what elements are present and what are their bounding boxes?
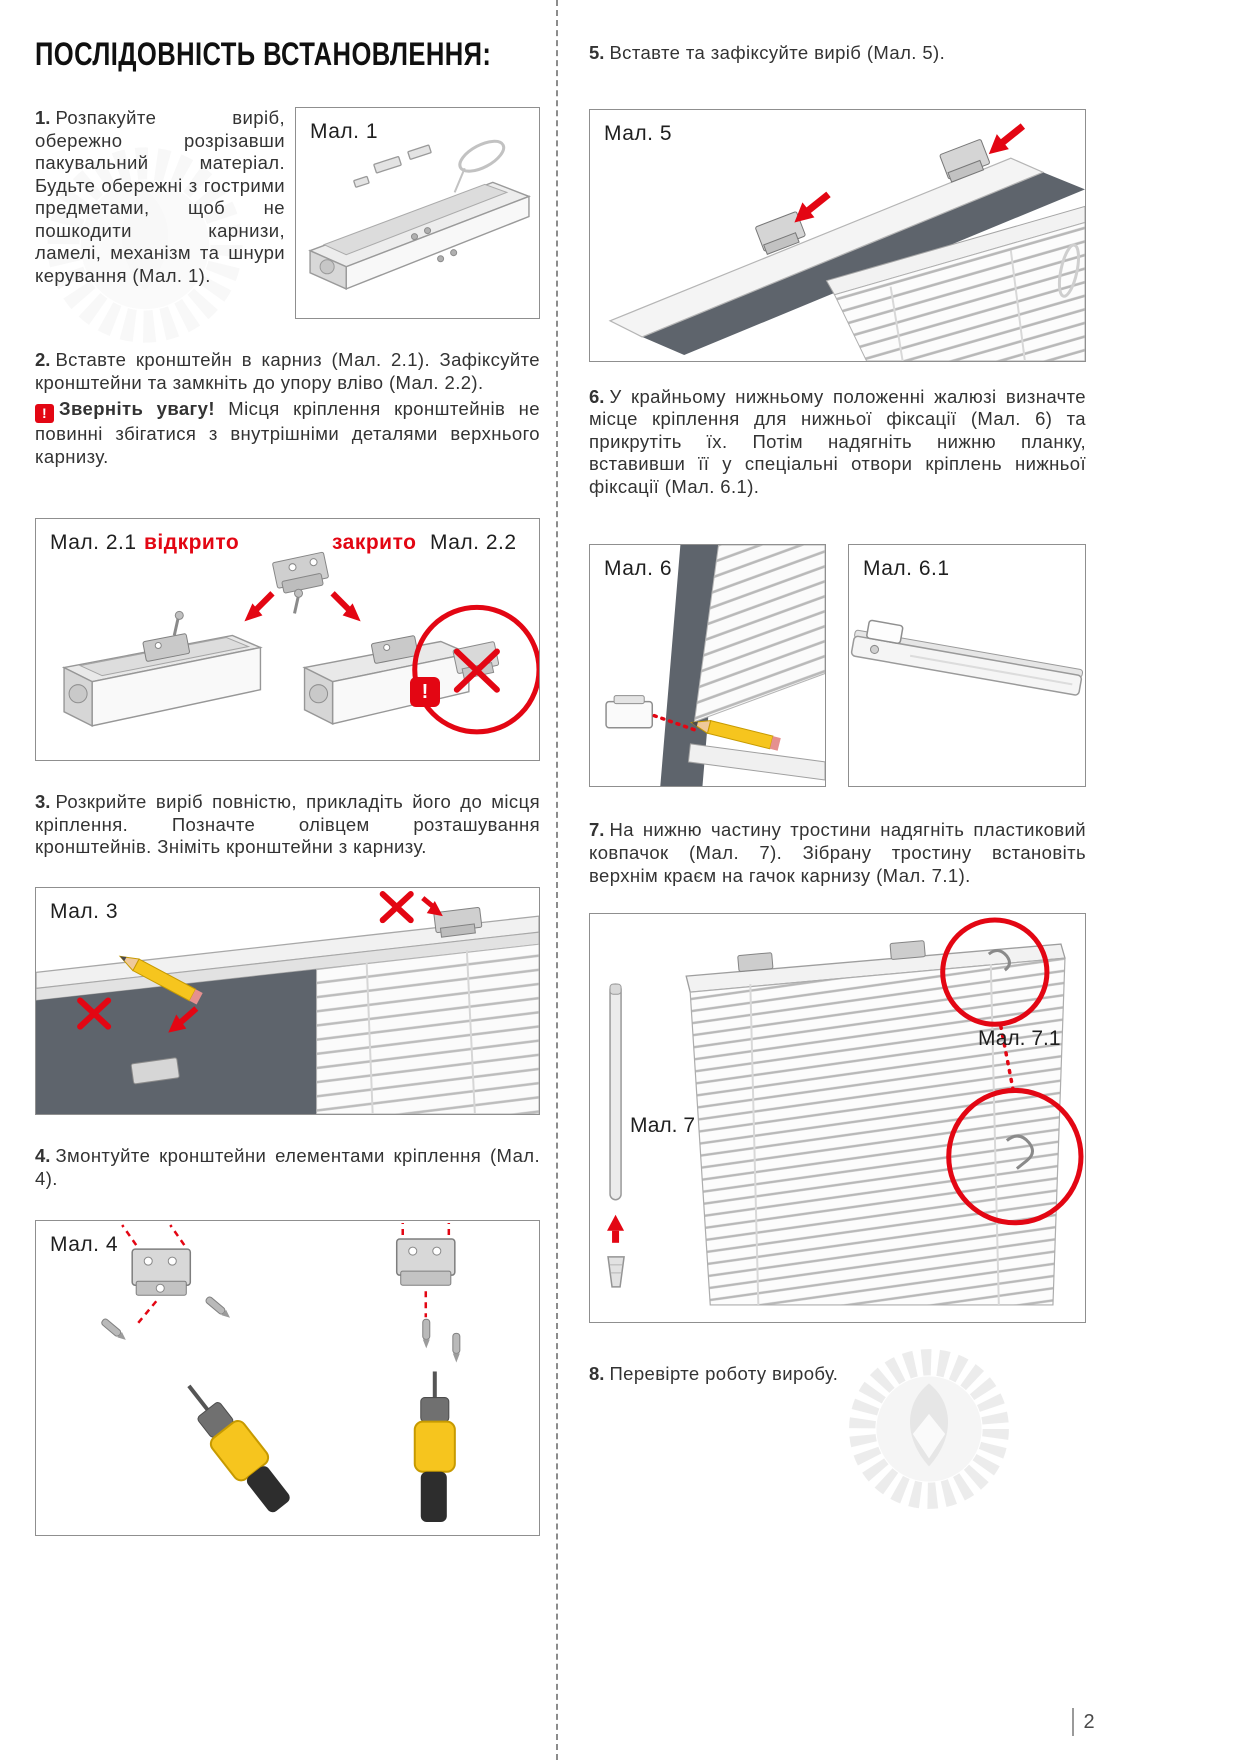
figure-6-label: Мал. 6 bbox=[604, 557, 673, 581]
figure-4-label: Мал. 4 bbox=[50, 1233, 119, 1257]
figure-2 bbox=[35, 518, 540, 761]
screws-right bbox=[423, 1319, 460, 1362]
step-8-body: Перевірте роботу виробу. bbox=[609, 1363, 839, 1385]
step-7-text bbox=[589, 819, 1086, 887]
step-1-row bbox=[35, 107, 540, 319]
step-5-text bbox=[589, 42, 1086, 65]
step-8-number: 8. bbox=[589, 1363, 605, 1385]
cornice-open bbox=[64, 612, 260, 726]
up-arrow-icon bbox=[607, 1215, 624, 1243]
bottom-rail bbox=[688, 744, 825, 780]
bracket-left bbox=[132, 1249, 190, 1295]
step-2-body: Вставте кронштейн в карниз (Мал. 2.1). Зафіксуйте кронштейни та замкніть до упору вліво (Мал. 2.2). bbox=[35, 349, 540, 393]
figure-5-label: Мал. 5 bbox=[604, 121, 673, 145]
step-5-number: 5. bbox=[589, 42, 605, 63]
figure-7-1-label: Мал. 7.1 bbox=[978, 1027, 1061, 1051]
step-2-text bbox=[35, 349, 540, 394]
figure-2-open-label: відкрито bbox=[144, 531, 240, 555]
step-4-text bbox=[35, 1145, 540, 1190]
step-1-number: 1. bbox=[35, 107, 51, 128]
figure-2-label-left: Мал. 2.1 bbox=[50, 531, 137, 555]
figure-6-row bbox=[589, 544, 1086, 787]
step-2-number: 2. bbox=[35, 349, 51, 370]
red-arrow-1-icon bbox=[794, 194, 828, 222]
fig6-1-illustration bbox=[849, 545, 1085, 786]
bottom-rail bbox=[851, 618, 1085, 696]
x-mark-top-icon bbox=[383, 894, 411, 920]
figure-5 bbox=[589, 109, 1086, 362]
page-number-rule bbox=[1072, 1708, 1074, 1736]
tilt-wand bbox=[610, 984, 621, 1200]
fig5-illustration bbox=[590, 110, 1085, 361]
loose-parts bbox=[354, 145, 432, 187]
step-1-text bbox=[35, 107, 285, 288]
page-number bbox=[1072, 1708, 1095, 1736]
figure-6 bbox=[589, 544, 826, 787]
red-arrow-left-icon bbox=[244, 594, 272, 622]
warning-icon bbox=[35, 404, 54, 423]
figure-3 bbox=[35, 887, 540, 1115]
step-1-body: Розпакуйте виріб, обережно розрізавши пакувальний матеріал. Будьте обережні з гострими предметами, щоб не пошкодити карнизи, ламелі, механізм та шнури керування (Мал. 1). bbox=[35, 107, 285, 286]
step-6-text bbox=[589, 386, 1086, 499]
step-7-number: 7. bbox=[589, 819, 605, 841]
step-2-warning bbox=[35, 398, 540, 468]
figure-1 bbox=[295, 107, 540, 319]
wand-cap bbox=[608, 1257, 624, 1287]
fig2-illustration bbox=[36, 519, 539, 760]
warning-mark: ! bbox=[41, 405, 48, 422]
drill-left-icon bbox=[173, 1374, 298, 1519]
step-4-number: 4. bbox=[35, 1144, 51, 1166]
page-title: ПОСЛІДОВНІСТЬ ВСТАНОВЛЕННЯ: bbox=[35, 36, 492, 72]
red-arrow-right-icon bbox=[333, 594, 361, 622]
figure-6-1 bbox=[848, 544, 1086, 787]
bracket-top bbox=[272, 552, 328, 613]
step-6-number: 6. bbox=[589, 385, 605, 407]
fig6-illustration bbox=[590, 545, 825, 786]
fig4-illustration bbox=[36, 1221, 539, 1535]
step-3-body: Розкрийте виріб повністю, прикладіть його до місця кріплення. Позначте олівцем розташування кронштейнів. Зніміть кронштейни з карнизу. bbox=[35, 791, 540, 858]
bracket-on-rail bbox=[434, 907, 482, 937]
red-arrow-2-icon bbox=[989, 126, 1023, 154]
step-3-number: 3. bbox=[35, 791, 51, 813]
right-column bbox=[589, 0, 1086, 1386]
step-3-text bbox=[35, 791, 540, 859]
figure-4 bbox=[35, 1220, 540, 1536]
figure-7 bbox=[589, 913, 1086, 1323]
column-divider bbox=[556, 0, 558, 1760]
step-8-text bbox=[589, 1363, 1086, 1386]
figure-2-closed-label: закрито bbox=[332, 531, 417, 555]
figure-3-label: Мал. 3 bbox=[50, 899, 119, 923]
bracket-right bbox=[397, 1239, 455, 1285]
blind-assembly bbox=[686, 941, 1065, 1305]
slats bbox=[317, 944, 539, 1114]
step-4-body: Змонтуйте кронштейни елементами кріплення (Мал. 4). bbox=[35, 1144, 540, 1189]
figure-2-label-right: Мал. 2.2 bbox=[430, 531, 517, 555]
warning-title: Зверніть увагу! bbox=[59, 398, 215, 420]
fixation-clip bbox=[606, 696, 652, 728]
left-column bbox=[35, 0, 540, 1536]
figure-2-warning-badge bbox=[410, 677, 440, 707]
warning-body: Місця кріплення кронштейнів не повинні збігатися з внутрішніми деталями верхнього карнизу. bbox=[35, 398, 540, 467]
figure-2-warning-mark: ! bbox=[421, 680, 429, 703]
screws-left bbox=[101, 1296, 233, 1343]
step-5-body: Вставте та зафіксуйте виріб (Мал. 5). bbox=[609, 42, 946, 63]
step-7-body: На нижню частину тростини надягніть пластиковий ковпачок (Мал. 7). Зібрану тростину встановіть верхнім краєм на гачок карнизу (Мал. 7.1). bbox=[589, 819, 1086, 886]
page-number-value: 2 bbox=[1083, 1710, 1095, 1733]
figure-7-label: Мал. 7 bbox=[630, 1114, 696, 1138]
figure-1-label: Мал. 1 bbox=[310, 120, 379, 143]
cornice-closed bbox=[305, 636, 469, 724]
cornice-rail bbox=[310, 182, 529, 289]
drill-right-icon bbox=[415, 1372, 455, 1522]
red-arrow-top-icon bbox=[423, 898, 443, 916]
figure-6-1-label: Мал. 6.1 bbox=[863, 557, 950, 581]
step-6-body: У крайньому нижньому положенні жалюзі визначте місце кріплення для нижньої фіксації (Мал. 6) та прикрутіть їх. Потім надягніть нижню планку, вставивши її у спеціальні отвори кріплень нижньої фіксації (Мал. 6.1). bbox=[589, 385, 1086, 497]
